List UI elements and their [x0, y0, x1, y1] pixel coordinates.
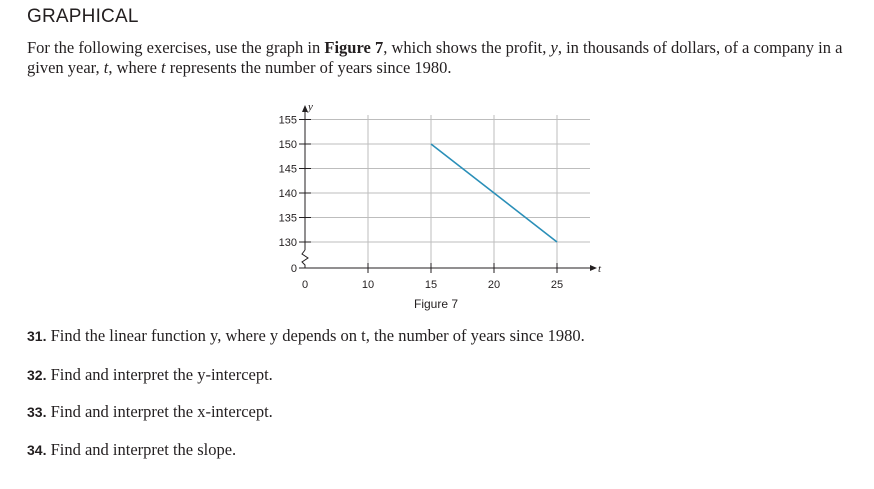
exercise-31 — [27, 326, 585, 346]
exercise-34 — [27, 440, 236, 460]
y-axis-label: y — [308, 101, 313, 113]
intro-text-5: represents the number of years since 1980. — [165, 58, 452, 77]
x-tick-label: 10 — [361, 279, 375, 291]
exercise-text: Find and interpret the y-intercept. — [50, 365, 273, 384]
intro-text-4: , where — [108, 58, 162, 77]
y-tick-label: 135 — [278, 212, 297, 225]
variable-y: y — [550, 38, 558, 57]
intro-text-2: , which shows the profit, — [383, 38, 551, 57]
intro-text-3: , in thousands of dollars, of a company in a given year, — [27, 38, 843, 77]
x-axis-arrowhead — [590, 265, 597, 271]
exercise-text: Find the linear function y, where y depends on t, the number of years since 1980. — [50, 326, 585, 345]
x-tick-label: 0 — [301, 279, 309, 291]
x-tick-label: 20 — [487, 279, 501, 291]
exercise-33 — [27, 402, 273, 422]
figure-reference: Figure 7 — [324, 38, 384, 57]
y-tick-label: 130 — [278, 237, 297, 249]
y-tick-label: 155 — [278, 114, 297, 127]
y-tick-label: 0 — [290, 263, 297, 275]
exercise-number: 34. — [27, 442, 47, 458]
exercise-text: Find and interpret the x-intercept. — [50, 402, 273, 421]
variable-t: t — [103, 58, 109, 77]
y-tick-label: 145 — [278, 163, 297, 176]
x-tick-label: 15 — [424, 279, 438, 291]
exercise-number: 33. — [27, 404, 47, 420]
figure-caption: Figure 7 — [414, 297, 459, 311]
y-tick-label: 140 — [278, 188, 297, 200]
x-tick-label: 25 — [550, 279, 564, 291]
intro-text-1: For the following exercises, use the graph in — [27, 38, 325, 57]
exercise-number: 32. — [27, 367, 47, 383]
y-axis-break — [302, 250, 308, 268]
exercise-text: Find and interpret the slope. — [50, 440, 237, 459]
exercise-number: 31. — [27, 328, 47, 344]
x-axis-label: t — [598, 263, 602, 275]
exercise-32 — [27, 365, 273, 385]
variable-t-2: t — [161, 58, 166, 77]
y-tick-label: 150 — [278, 139, 297, 151]
section-heading: GRAPHICAL — [27, 6, 139, 27]
